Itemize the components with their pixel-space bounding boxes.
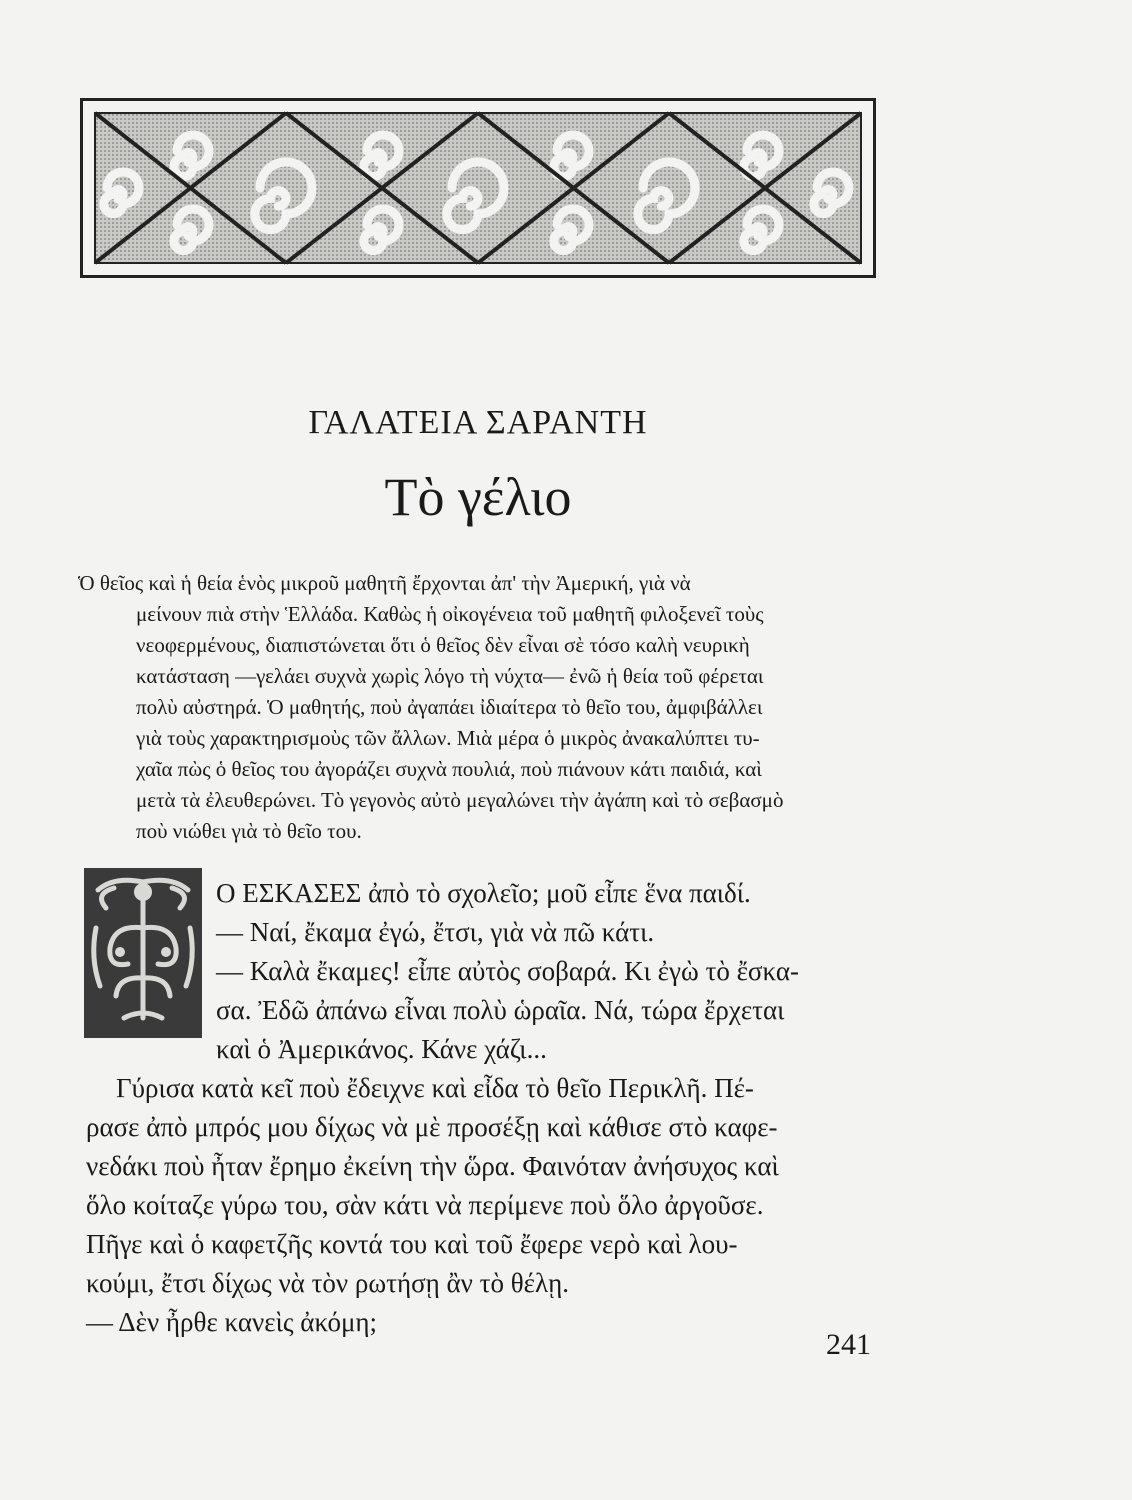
- ornament-pattern: [83, 101, 873, 275]
- body-line: κούμι, ἔτσι δίχως νὰ τὸν ρωτήσῃ ἂν τὸ θέλῃ.: [86, 1268, 569, 1298]
- abstract-line: κατάσταση —γελάει συχνὰ χωρὶς λόγο τὴ νύχτα— ἐνῶ ἡ θεία τοῦ φέρεται: [136, 664, 764, 688]
- author-name: ΓΑΛΑΤΕΙΑ ΣΑΡΑΝΤΗ: [308, 404, 648, 441]
- abstract-line: μετὰ τὰ ἐλευθερώνει. Τὸ γεγονὸς αὐτὸ μεγαλώνει τὴν ἀγάπη καὶ τὸ σεβασμὸ: [136, 788, 784, 812]
- ornamental-header-band: [80, 98, 876, 278]
- abstract-line: μείνουν πιὰ στὴν Ἑλλάδα. Καθὼς ἡ οἰκογένεια τοῦ μαθητῆ φιλοξενεῖ τοὺς: [136, 602, 764, 626]
- abstract-line: γιὰ τοὺς χαρακτηρισμοὺς τῶν ἄλλων. Μιὰ μέρα ὁ μικρὸς ἀνακαλύπτει τυ-: [136, 726, 760, 750]
- abstract-line: πολὺ αὐστηρά. Ὁ μαθητής, ποὺ ἀγαπάει ἰδιαίτερα τὸ θεῖο του, ἀμφιβάλλει: [136, 695, 763, 719]
- abstract-line: Ὁ θεῖος καὶ ἡ θεία ἑνὸς μικροῦ μαθητῆ ἔρχονται ἀπ' τὴν Ἀμερική, γιὰ νὰ: [78, 571, 691, 595]
- dropcap-paragraph: [216, 874, 799, 1069]
- ornamental-dropcap-image: [84, 868, 202, 1038]
- abstract-paragraph: [78, 568, 882, 847]
- body-line: Γύρισα κατὰ κεῖ ποὺ ἔδειχνε καὶ εἶδα τὸ θεῖο Περικλῆ. Πέ-: [116, 1073, 754, 1103]
- body-line: Πῆγε καὶ ὁ καφετζῆς κοντά του καὶ τοῦ ἔφερε νερὸ καὶ λου-: [86, 1229, 738, 1259]
- abstract-line: ποὺ νιώθει γιὰ τὸ θεῖο του.: [136, 819, 362, 843]
- abstract-line: νεοφερμένους, διαπιστώνεται ὅτι ὁ θεῖος δὲν εἶναι σὲ τόσο καλὴ νευρικὴ: [136, 633, 750, 657]
- body-line: νεδάκι ποὺ ἦταν ἔρημο ἐκείνη τὴν ὥρα. Φαινόταν ἀνήσυχος καὶ: [86, 1151, 779, 1181]
- body-line: — Καλὰ ἔκαμες! εἶπε αὐτὸς σοβαρά. Κι ἐγὼ τὸ ἔσκα-: [216, 956, 799, 986]
- page-number: 241: [826, 1328, 871, 1361]
- body-line: — Δὲν ἦρθε κανεὶς ἀκόμη;: [86, 1307, 378, 1337]
- body-line: Ο ΕΣΚΑΣΕΣ ἀπὸ τὸ σχολεῖο; μοῦ εἶπε ἕνα παιδί.: [216, 878, 751, 908]
- body-line: σα. Ἐδῶ ἀπάνω εἶναι πολὺ ὡραῖα. Νά, τώρα ἔρχεται: [216, 995, 785, 1025]
- body-line: ὅλο κοίταζε γύρω του, σὰν κάτι νὰ περίμενε ποὺ ὅλο ἀργοῦσε.: [86, 1190, 764, 1220]
- main-paragraph: [86, 1069, 779, 1342]
- body-line: καὶ ὁ Ἀμερικάνος. Κάνε χάζι...: [216, 1034, 547, 1064]
- story-title: Τὸ γέλιο: [384, 467, 572, 527]
- abstract-line: χαῖα πὼς ὁ θεῖος του ἀγοράζει συχνὰ πουλιά, ποὺ πιάνουν κάτι παιδιά, καὶ: [136, 757, 762, 781]
- body-line: — Ναί, ἔκαμα ἐγώ, ἔτσι, γιὰ νὰ πῶ κάτι.: [216, 917, 655, 947]
- body-line: ρασε ἀπὸ μπρός μου δίχως νὰ μὲ προσέξῃ καὶ κάθισε στὸ καφε-: [86, 1112, 778, 1142]
